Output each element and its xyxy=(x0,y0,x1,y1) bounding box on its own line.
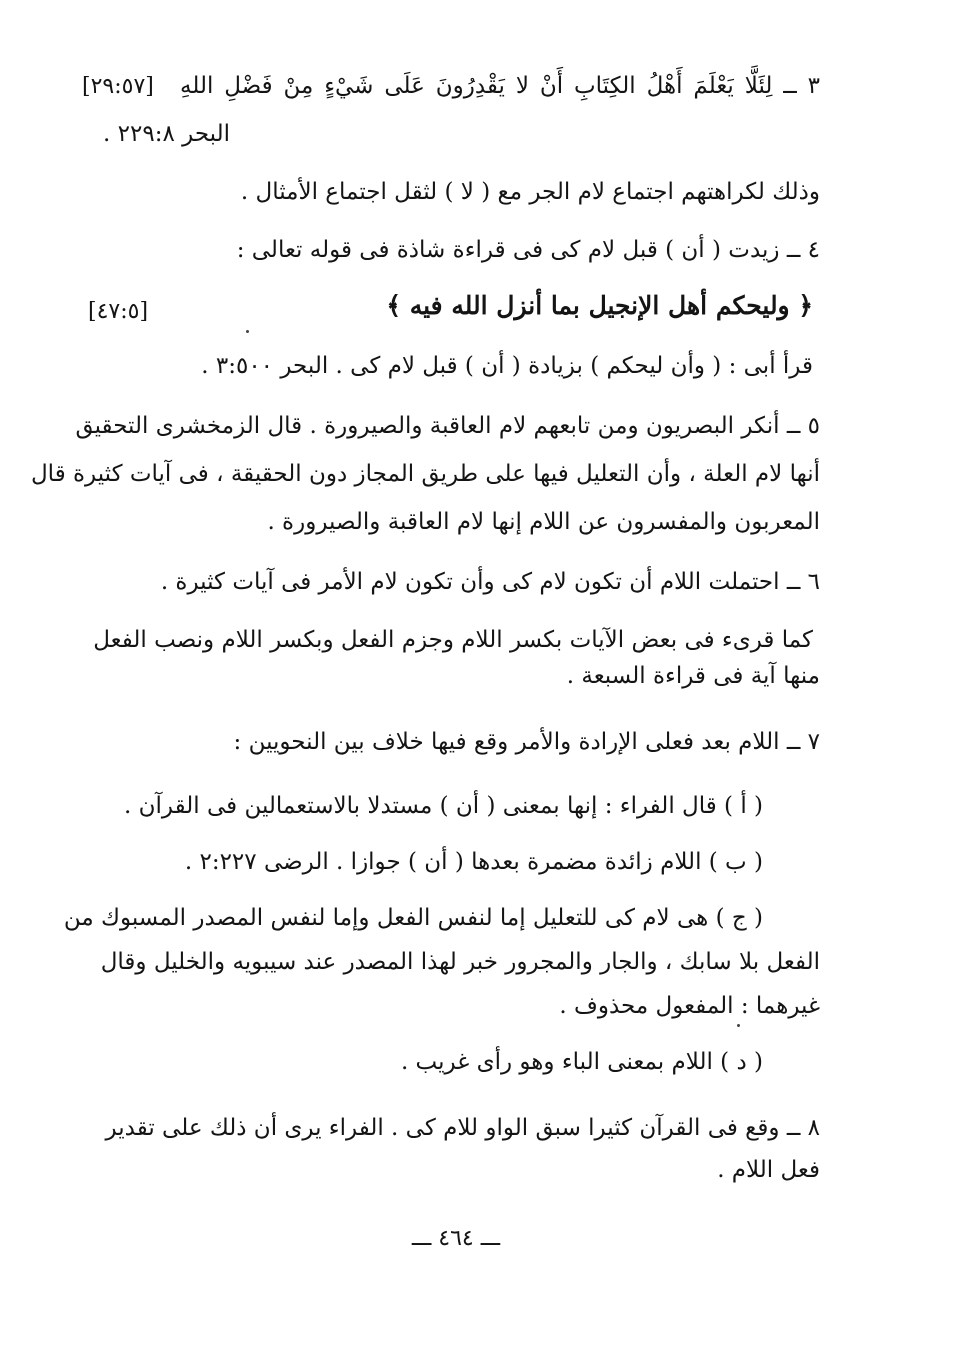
section-7-item-d: ( د ) اللام بمعنى الباء وهو رأى غريب . xyxy=(400,1049,763,1075)
section-4-line-1: ٤ ــ زيدت ( أن ) قبل لام كى فى قراءة شاذة فى قوله تعالى : xyxy=(236,237,820,263)
section-3-line-2: البحر ٢٢٩:٨ . xyxy=(103,121,230,147)
section-5-line-3: المعربون والمفسرون عن اللام إنها لام العاقبة والصيرورة . xyxy=(267,509,820,535)
scan-speck xyxy=(246,330,249,333)
section-4-verse: ﴿ وليحكم أهل الإنجيل بما أنزل الله فيه ﴾ xyxy=(386,291,813,320)
section-6-line-2: كما قرىء فى بعض الآيات بكسر اللام وجزم الفعل وبكسر اللام ونصب الفعل xyxy=(93,627,813,653)
section-5-line-1: ٥ ــ أنكر البصريون ومن تابعهم لام العاقبة والصيرورة . قال الزمخشرى التحقيق xyxy=(75,413,820,439)
section-7-item-c-line-1: ( ج ) هى لام كى للتعليل إما لنفس الفعل وإما لنفس المصدر المسبوك من xyxy=(63,905,763,931)
scan-speck xyxy=(737,1024,740,1027)
section-4-line-2: قرأ أبى : ( وأن ليحكم ) بزيادة ( أن ) قبل لام كى . البحر ٣:٥٠٠ . xyxy=(201,353,813,379)
section-3-line-3: وذلك لكراهتهم اجتماع لام الجر مع ( لا ) لثقل اجتماع الأمثال . xyxy=(240,179,820,205)
section-7-item-b: ( ب ) اللام زائدة مضمرة بعدها ( أن ) جوازا . الرضى ٢:٢٢٧ . xyxy=(184,849,763,875)
section-6-line-1: ٦ ــ احتملت اللام أن تكون لام كى وأن تكون لام الأمر فى آيات كثيرة . xyxy=(160,569,820,595)
section-7-item-c-line-2: الفعل بلا سابك ، والجار والمجرور خبر لهذا المصدر عند سيبويه والخليل وقال xyxy=(100,949,820,975)
section-8-line-2: فعل اللام . xyxy=(717,1157,820,1183)
section-4-quran-reference: [٤٧:٥] xyxy=(88,299,149,324)
section-3-quran-reference: [٢٩:٥٧] xyxy=(82,74,154,99)
page-number: ـــ ٤٦٤ ـــ xyxy=(411,1226,501,1251)
section-7-item-a: ( أ ) قال الفراء : إنها بمعنى ( أن ) مستدلا بالاستعمالين فى القرآن . xyxy=(124,793,763,819)
section-6-line-3: منها آية فى قراءة السبعة . xyxy=(566,663,820,689)
section-7-line-1: ٧ ــ اللام بعد فعلى الإرادة والأمر وقع فيها خلاف بين النحويين : xyxy=(233,729,820,755)
section-5-line-2: أنها لام العلة ، وأن التعليل فيها على طريق المجاز دون الحقيقة ، فى آيات كثيرة قال xyxy=(30,461,820,487)
section-3-line-1: ٣ ــ لِئَلَّا يَعْلَمَ أَهْلُ الكِتَابِ أَنْ لا يَقْدِرُونَ عَلَى شَيْءٍ مِنْ فَضْلِ اللهِ xyxy=(180,73,820,99)
section-7-item-c-line-3: غيرهما : المفعول محذوف . xyxy=(559,993,820,1019)
section-8-line-1: ٨ ــ وقع فى القرآن كثيرا سبق الواو للام كى . الفراء يرى أن ذلك على تقدير xyxy=(105,1115,820,1141)
